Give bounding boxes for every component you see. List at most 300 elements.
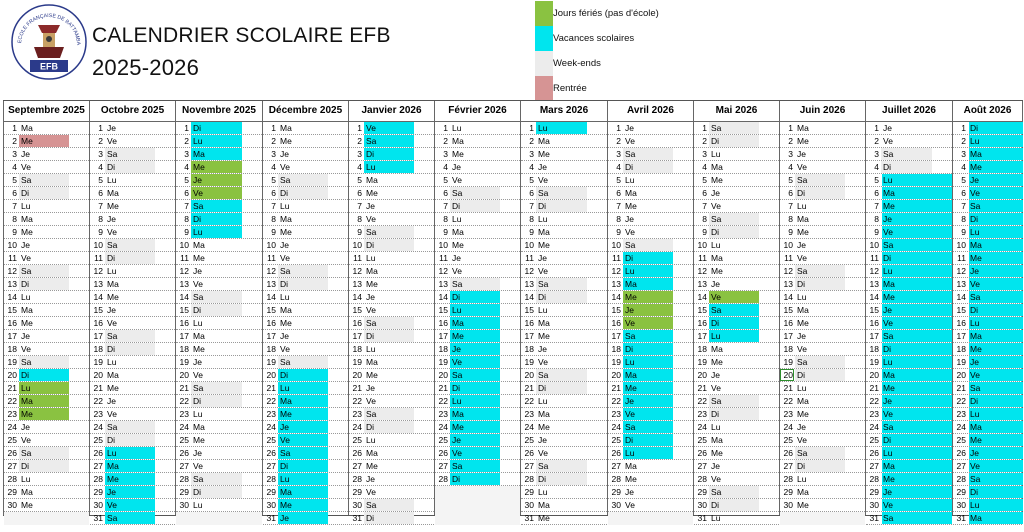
- day-row[interactable]: [263, 343, 348, 356]
- day-row[interactable]: [866, 122, 952, 135]
- day-row[interactable]: [4, 382, 89, 395]
- day-row[interactable]: [349, 148, 434, 161]
- day-row[interactable]: [780, 174, 865, 187]
- day-row[interactable]: [263, 447, 348, 460]
- day-row[interactable]: [866, 317, 952, 330]
- day-row[interactable]: [866, 421, 952, 434]
- day-row[interactable]: [435, 369, 520, 382]
- day-row[interactable]: [866, 291, 952, 304]
- day-row[interactable]: [866, 174, 952, 187]
- day-row[interactable]: [349, 265, 434, 278]
- day-row[interactable]: [521, 460, 607, 473]
- day-row[interactable]: [4, 460, 89, 473]
- day-row[interactable]: [90, 421, 175, 434]
- day-row[interactable]: [176, 460, 262, 473]
- day-row[interactable]: [349, 369, 434, 382]
- day-row[interactable]: [953, 226, 1022, 239]
- day-row[interactable]: [694, 213, 779, 226]
- day-row[interactable]: [4, 291, 89, 304]
- day-row[interactable]: [435, 473, 520, 486]
- day-row[interactable]: [694, 226, 779, 239]
- day-row[interactable]: [608, 278, 693, 291]
- day-row[interactable]: [866, 382, 952, 395]
- day-row[interactable]: [780, 213, 865, 226]
- day-row[interactable]: [953, 278, 1022, 291]
- day-row[interactable]: [521, 291, 607, 304]
- day-row[interactable]: [521, 369, 607, 382]
- day-row[interactable]: [263, 421, 348, 434]
- day-row[interactable]: [349, 395, 434, 408]
- day-row[interactable]: [263, 395, 348, 408]
- day-row[interactable]: [90, 213, 175, 226]
- day-row[interactable]: [953, 200, 1022, 213]
- day-row[interactable]: [4, 330, 89, 343]
- day-row[interactable]: [4, 174, 89, 187]
- day-row[interactable]: [90, 356, 175, 369]
- day-row[interactable]: [176, 187, 262, 200]
- day-row[interactable]: [608, 382, 693, 395]
- day-row[interactable]: [953, 343, 1022, 356]
- day-row[interactable]: [176, 317, 262, 330]
- day-row[interactable]: [521, 148, 607, 161]
- day-row[interactable]: [263, 226, 348, 239]
- day-row[interactable]: [4, 161, 89, 174]
- day-row[interactable]: [263, 265, 348, 278]
- day-row[interactable]: [521, 213, 607, 226]
- day-row[interactable]: [176, 395, 262, 408]
- day-row[interactable]: [521, 226, 607, 239]
- day-row[interactable]: [263, 122, 348, 135]
- day-row[interactable]: [608, 447, 693, 460]
- day-row[interactable]: [521, 252, 607, 265]
- day-row[interactable]: [608, 226, 693, 239]
- day-row[interactable]: [608, 499, 693, 512]
- day-row[interactable]: [780, 200, 865, 213]
- day-row[interactable]: [435, 135, 520, 148]
- day-row[interactable]: [953, 187, 1022, 200]
- day-row[interactable]: [608, 434, 693, 447]
- day-row[interactable]: [608, 421, 693, 434]
- day-row[interactable]: [90, 278, 175, 291]
- day-row[interactable]: [263, 473, 348, 486]
- day-row[interactable]: [866, 161, 952, 174]
- day-row[interactable]: [435, 174, 520, 187]
- day-row[interactable]: [349, 473, 434, 486]
- day-row[interactable]: [866, 187, 952, 200]
- day-row[interactable]: [4, 447, 89, 460]
- day-row[interactable]: [435, 434, 520, 447]
- day-row[interactable]: [176, 330, 262, 343]
- day-row[interactable]: [953, 291, 1022, 304]
- day-row[interactable]: [435, 408, 520, 421]
- day-row[interactable]: [4, 239, 89, 252]
- day-row[interactable]: [608, 213, 693, 226]
- day-row[interactable]: [694, 512, 779, 525]
- day-row[interactable]: [780, 382, 865, 395]
- day-row[interactable]: [263, 252, 348, 265]
- day-row[interactable]: [263, 369, 348, 382]
- day-row[interactable]: [4, 148, 89, 161]
- day-row[interactable]: [4, 343, 89, 356]
- day-row[interactable]: [521, 382, 607, 395]
- day-row[interactable]: [953, 135, 1022, 148]
- day-row[interactable]: [780, 291, 865, 304]
- day-row[interactable]: [866, 473, 952, 486]
- day-row[interactable]: [435, 239, 520, 252]
- day-row[interactable]: [349, 408, 434, 421]
- day-row[interactable]: [349, 174, 434, 187]
- day-row[interactable]: [176, 213, 262, 226]
- day-row[interactable]: [176, 447, 262, 460]
- day-row[interactable]: [176, 356, 262, 369]
- day-row[interactable]: [349, 278, 434, 291]
- day-row[interactable]: [263, 486, 348, 499]
- day-row[interactable]: [608, 460, 693, 473]
- day-row[interactable]: [4, 317, 89, 330]
- day-row[interactable]: [521, 200, 607, 213]
- day-row[interactable]: [176, 304, 262, 317]
- day-row[interactable]: [435, 343, 520, 356]
- day-row[interactable]: [608, 343, 693, 356]
- day-row[interactable]: [349, 512, 434, 525]
- day-row[interactable]: [176, 421, 262, 434]
- day-row[interactable]: [780, 148, 865, 161]
- day-row[interactable]: [90, 512, 175, 525]
- day-row[interactable]: [521, 330, 607, 343]
- day-row[interactable]: [435, 161, 520, 174]
- day-row[interactable]: [694, 304, 779, 317]
- day-row[interactable]: [953, 239, 1022, 252]
- day-row[interactable]: [349, 317, 434, 330]
- day-row[interactable]: [263, 187, 348, 200]
- day-row[interactable]: [694, 369, 779, 382]
- day-row[interactable]: [953, 252, 1022, 265]
- day-row[interactable]: [953, 460, 1022, 473]
- day-row[interactable]: [953, 213, 1022, 226]
- day-row[interactable]: [780, 317, 865, 330]
- day-row[interactable]: [780, 356, 865, 369]
- day-row[interactable]: [780, 395, 865, 408]
- day-row[interactable]: [4, 421, 89, 434]
- day-row[interactable]: [953, 421, 1022, 434]
- day-row[interactable]: [176, 408, 262, 421]
- day-row[interactable]: [780, 434, 865, 447]
- day-row[interactable]: [694, 135, 779, 148]
- day-row[interactable]: [349, 252, 434, 265]
- day-row[interactable]: [90, 122, 175, 135]
- day-row[interactable]: [866, 395, 952, 408]
- day-row[interactable]: [176, 291, 262, 304]
- day-row[interactable]: [780, 486, 865, 499]
- day-row[interactable]: [866, 369, 952, 382]
- day-row[interactable]: [90, 252, 175, 265]
- day-row[interactable]: [435, 317, 520, 330]
- day-row[interactable]: [608, 369, 693, 382]
- day-row[interactable]: [608, 122, 693, 135]
- day-row[interactable]: [866, 512, 952, 525]
- day-row[interactable]: [694, 408, 779, 421]
- day-row[interactable]: [90, 343, 175, 356]
- day-row[interactable]: [176, 161, 262, 174]
- day-row[interactable]: [349, 382, 434, 395]
- day-row[interactable]: [4, 265, 89, 278]
- day-row[interactable]: [521, 122, 607, 135]
- day-row[interactable]: [90, 486, 175, 499]
- day-row[interactable]: [780, 239, 865, 252]
- day-row[interactable]: [435, 226, 520, 239]
- day-row[interactable]: [608, 252, 693, 265]
- day-row[interactable]: [349, 499, 434, 512]
- day-row[interactable]: [90, 161, 175, 174]
- day-row[interactable]: [694, 395, 779, 408]
- day-row[interactable]: [780, 421, 865, 434]
- day-row[interactable]: [349, 460, 434, 473]
- day-row[interactable]: [176, 382, 262, 395]
- day-row[interactable]: [953, 161, 1022, 174]
- day-row[interactable]: [176, 226, 262, 239]
- day-row[interactable]: [866, 343, 952, 356]
- day-row[interactable]: [608, 473, 693, 486]
- day-row[interactable]: [349, 239, 434, 252]
- day-row[interactable]: [263, 499, 348, 512]
- day-row[interactable]: [953, 473, 1022, 486]
- day-row[interactable]: [90, 447, 175, 460]
- day-row[interactable]: [780, 161, 865, 174]
- day-row[interactable]: [435, 187, 520, 200]
- day-row[interactable]: [866, 265, 952, 278]
- day-row[interactable]: [349, 122, 434, 135]
- day-row[interactable]: [608, 395, 693, 408]
- day-row[interactable]: [90, 460, 175, 473]
- day-row[interactable]: [4, 135, 89, 148]
- day-row[interactable]: [780, 460, 865, 473]
- day-row[interactable]: [608, 304, 693, 317]
- day-row[interactable]: [608, 486, 693, 499]
- day-row[interactable]: [694, 291, 779, 304]
- day-row[interactable]: [694, 252, 779, 265]
- day-row[interactable]: [780, 278, 865, 291]
- day-row[interactable]: [4, 473, 89, 486]
- day-row[interactable]: [90, 174, 175, 187]
- day-row[interactable]: [521, 499, 607, 512]
- day-row[interactable]: [176, 174, 262, 187]
- day-row[interactable]: [90, 382, 175, 395]
- day-row[interactable]: [176, 135, 262, 148]
- day-row[interactable]: [435, 200, 520, 213]
- day-row[interactable]: [780, 499, 865, 512]
- day-row[interactable]: [521, 239, 607, 252]
- day-row[interactable]: [694, 200, 779, 213]
- day-row[interactable]: [176, 200, 262, 213]
- day-row[interactable]: [521, 174, 607, 187]
- day-row[interactable]: [866, 213, 952, 226]
- day-row[interactable]: [4, 213, 89, 226]
- day-row[interactable]: [694, 265, 779, 278]
- day-row[interactable]: [521, 473, 607, 486]
- day-row[interactable]: [866, 252, 952, 265]
- day-row[interactable]: [521, 161, 607, 174]
- day-row[interactable]: [694, 187, 779, 200]
- day-row[interactable]: [953, 304, 1022, 317]
- day-row[interactable]: [263, 460, 348, 473]
- day-row[interactable]: [521, 135, 607, 148]
- day-row[interactable]: [435, 304, 520, 317]
- day-row[interactable]: [694, 421, 779, 434]
- day-row[interactable]: [4, 499, 89, 512]
- day-row[interactable]: [953, 408, 1022, 421]
- day-row[interactable]: [435, 265, 520, 278]
- day-row[interactable]: [953, 356, 1022, 369]
- day-row[interactable]: [780, 369, 865, 382]
- day-row[interactable]: [90, 304, 175, 317]
- day-row[interactable]: [176, 278, 262, 291]
- day-row[interactable]: [953, 148, 1022, 161]
- day-row[interactable]: [521, 265, 607, 278]
- day-row[interactable]: [435, 330, 520, 343]
- day-row[interactable]: [263, 174, 348, 187]
- day-row[interactable]: [349, 213, 434, 226]
- day-row[interactable]: [349, 304, 434, 317]
- day-row[interactable]: [349, 356, 434, 369]
- day-row[interactable]: [866, 408, 952, 421]
- day-row[interactable]: [521, 356, 607, 369]
- day-row[interactable]: [349, 330, 434, 343]
- day-row[interactable]: [866, 330, 952, 343]
- day-row[interactable]: [608, 200, 693, 213]
- day-row[interactable]: [608, 265, 693, 278]
- day-row[interactable]: [176, 434, 262, 447]
- day-row[interactable]: [866, 434, 952, 447]
- day-row[interactable]: [866, 356, 952, 369]
- day-row[interactable]: [263, 291, 348, 304]
- day-row[interactable]: [694, 486, 779, 499]
- day-row[interactable]: [521, 486, 607, 499]
- day-row[interactable]: [866, 148, 952, 161]
- day-row[interactable]: [780, 447, 865, 460]
- day-row[interactable]: [694, 317, 779, 330]
- day-row[interactable]: [176, 239, 262, 252]
- day-row[interactable]: [953, 499, 1022, 512]
- day-row[interactable]: [176, 122, 262, 135]
- day-row[interactable]: [90, 265, 175, 278]
- day-row[interactable]: [263, 278, 348, 291]
- day-row[interactable]: [953, 265, 1022, 278]
- day-row[interactable]: [694, 473, 779, 486]
- day-row[interactable]: [349, 187, 434, 200]
- day-row[interactable]: [953, 317, 1022, 330]
- day-row[interactable]: [263, 330, 348, 343]
- day-row[interactable]: [866, 278, 952, 291]
- day-row[interactable]: [90, 408, 175, 421]
- day-row[interactable]: [349, 291, 434, 304]
- day-row[interactable]: [694, 434, 779, 447]
- day-row[interactable]: [608, 330, 693, 343]
- day-row[interactable]: [435, 148, 520, 161]
- day-row[interactable]: [4, 486, 89, 499]
- day-row[interactable]: [866, 460, 952, 473]
- day-row[interactable]: [4, 304, 89, 317]
- day-row[interactable]: [263, 512, 348, 525]
- day-row[interactable]: [263, 161, 348, 174]
- day-row[interactable]: [953, 174, 1022, 187]
- day-row[interactable]: [780, 408, 865, 421]
- day-row[interactable]: [866, 200, 952, 213]
- day-row[interactable]: [349, 447, 434, 460]
- day-row[interactable]: [176, 369, 262, 382]
- day-row[interactable]: [90, 369, 175, 382]
- day-row[interactable]: [349, 421, 434, 434]
- day-row[interactable]: [694, 499, 779, 512]
- day-row[interactable]: [90, 187, 175, 200]
- day-row[interactable]: [694, 278, 779, 291]
- day-row[interactable]: [780, 304, 865, 317]
- day-row[interactable]: [780, 252, 865, 265]
- day-row[interactable]: [694, 239, 779, 252]
- day-row[interactable]: [435, 395, 520, 408]
- day-row[interactable]: [953, 512, 1022, 525]
- day-row[interactable]: [349, 135, 434, 148]
- day-row[interactable]: [953, 447, 1022, 460]
- day-row[interactable]: [90, 330, 175, 343]
- day-row[interactable]: [263, 317, 348, 330]
- day-row[interactable]: [953, 122, 1022, 135]
- day-row[interactable]: [263, 200, 348, 213]
- day-row[interactable]: [608, 161, 693, 174]
- day-row[interactable]: [521, 187, 607, 200]
- day-row[interactable]: [521, 343, 607, 356]
- day-row[interactable]: [90, 317, 175, 330]
- day-row[interactable]: [866, 135, 952, 148]
- day-row[interactable]: [694, 460, 779, 473]
- day-row[interactable]: [521, 408, 607, 421]
- day-row[interactable]: [4, 395, 89, 408]
- day-row[interactable]: [521, 434, 607, 447]
- day-row[interactable]: [4, 369, 89, 382]
- day-row[interactable]: [176, 265, 262, 278]
- day-row[interactable]: [780, 330, 865, 343]
- day-row[interactable]: [90, 135, 175, 148]
- day-row[interactable]: [866, 447, 952, 460]
- day-row[interactable]: [521, 395, 607, 408]
- day-row[interactable]: [780, 343, 865, 356]
- day-row[interactable]: [694, 382, 779, 395]
- day-row[interactable]: [90, 434, 175, 447]
- day-row[interactable]: [953, 382, 1022, 395]
- day-row[interactable]: [349, 343, 434, 356]
- day-row[interactable]: [176, 343, 262, 356]
- day-row[interactable]: [4, 200, 89, 213]
- day-row[interactable]: [435, 278, 520, 291]
- day-row[interactable]: [608, 174, 693, 187]
- day-row[interactable]: [694, 148, 779, 161]
- day-row[interactable]: [90, 148, 175, 161]
- day-row[interactable]: [953, 486, 1022, 499]
- day-row[interactable]: [263, 148, 348, 161]
- day-row[interactable]: [953, 369, 1022, 382]
- day-row[interactable]: [4, 187, 89, 200]
- day-row[interactable]: [4, 122, 89, 135]
- day-row[interactable]: [521, 447, 607, 460]
- day-row[interactable]: [953, 395, 1022, 408]
- day-row[interactable]: [4, 356, 89, 369]
- day-row[interactable]: [263, 382, 348, 395]
- day-row[interactable]: [90, 395, 175, 408]
- day-row[interactable]: [263, 408, 348, 421]
- day-row[interactable]: [608, 356, 693, 369]
- day-row[interactable]: [780, 187, 865, 200]
- day-row[interactable]: [4, 408, 89, 421]
- day-row[interactable]: [263, 304, 348, 317]
